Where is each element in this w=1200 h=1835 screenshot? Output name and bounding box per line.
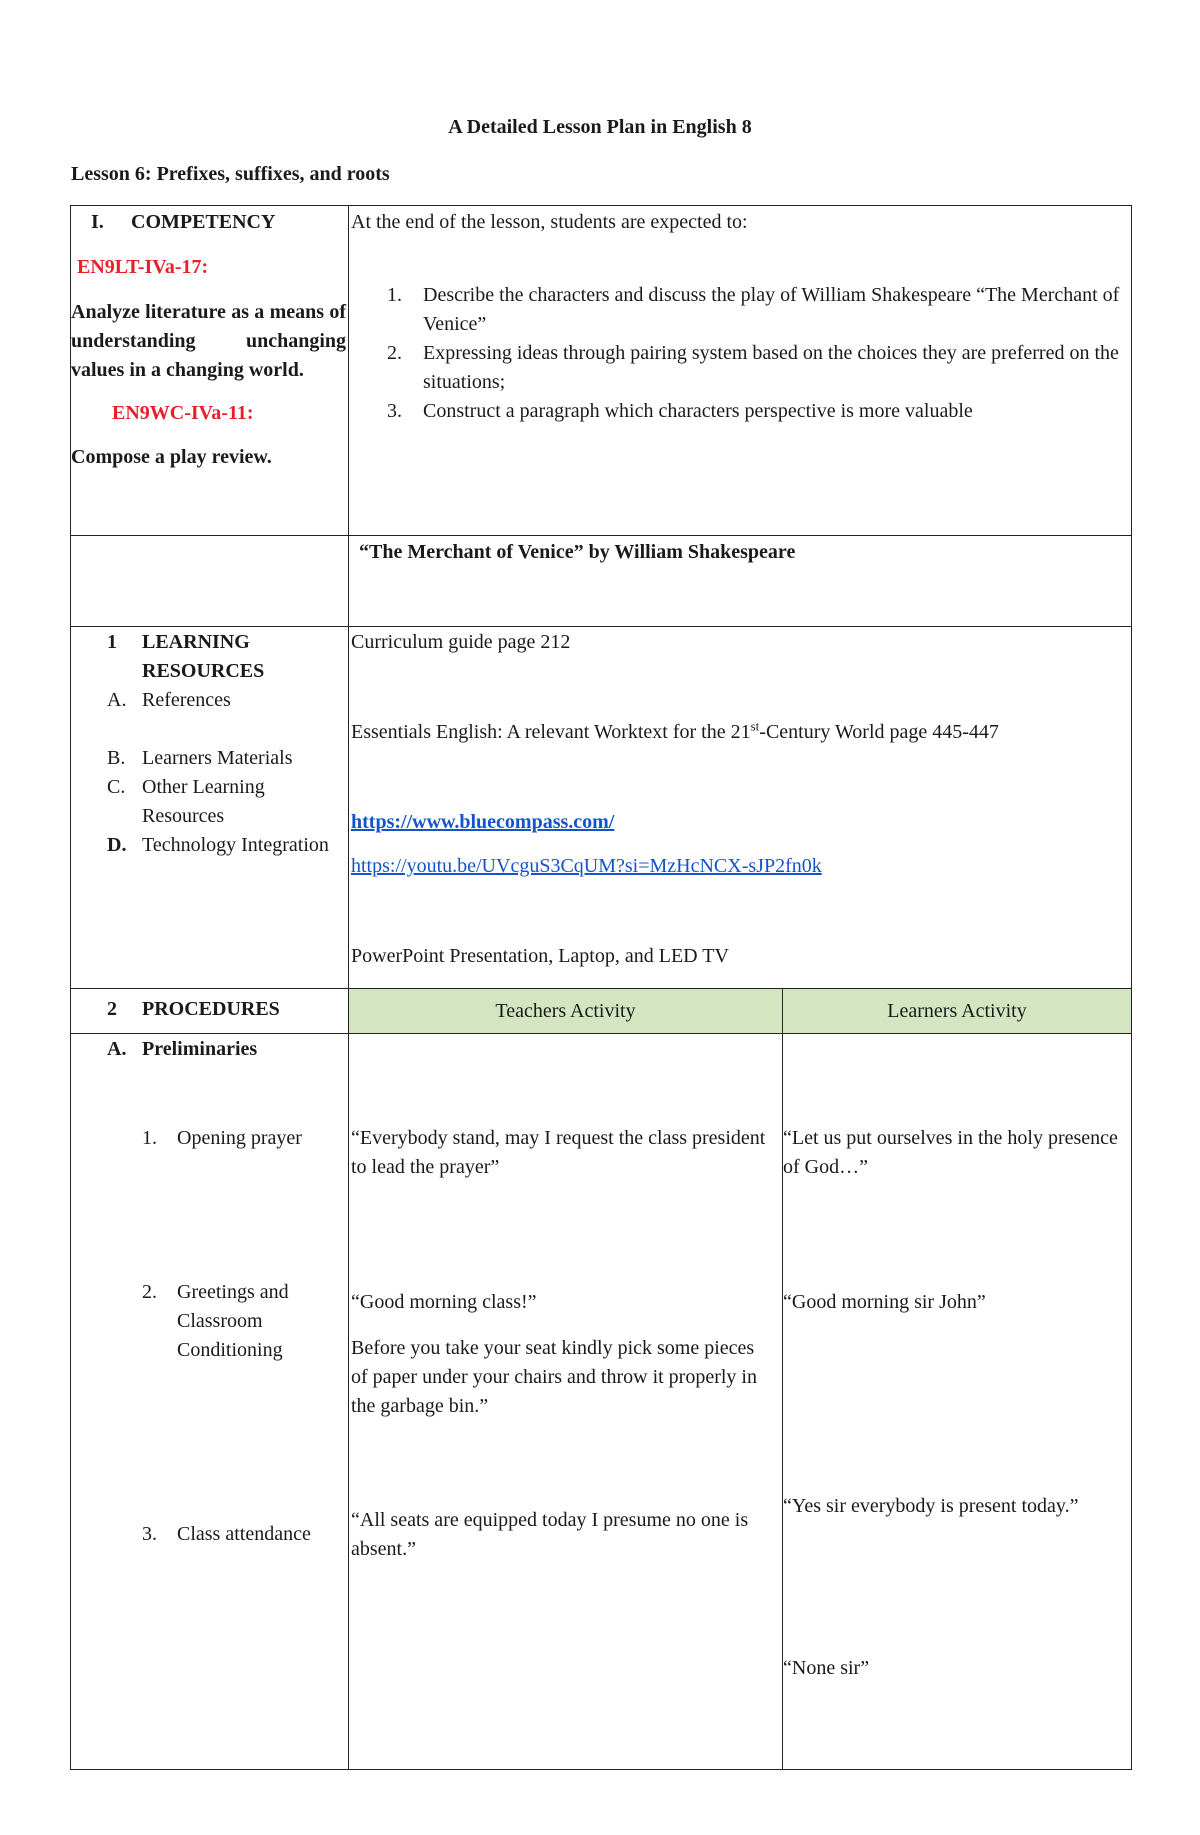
teacher-attendance-text: “All seats are equipped today I presume no one is absent.” bbox=[351, 1509, 749, 1560]
objectives-list bbox=[351, 281, 1127, 426]
objective-item: 1. Describe the characters and discuss the play of William Shakespeare “The Merchant of Venice” bbox=[387, 284, 1120, 335]
learners-activity-header: Learners Activity bbox=[783, 989, 1132, 1034]
resources-label-cell bbox=[71, 627, 349, 989]
topic-cell bbox=[349, 536, 1132, 627]
resources-item-learners-materials: B. Learners Materials bbox=[107, 747, 293, 769]
competency-code-2: EN9WC-IVa-11: bbox=[112, 402, 254, 424]
lesson-plan-table bbox=[70, 205, 1132, 1770]
procedures-header-row bbox=[71, 989, 1132, 1034]
document-title: A Detailed Lesson Plan in English 8 bbox=[448, 116, 752, 138]
preliminaries-label-cell bbox=[71, 1034, 349, 1770]
topic-title: “The Merchant of Venice” by William Shakespeare bbox=[359, 541, 796, 563]
step-class-attendance: 3. Class attendance bbox=[142, 1523, 311, 1545]
resources-row bbox=[71, 627, 1132, 989]
objective-item: 2. Expressing ideas through pairing system based on the choices they are preferred on the situations; bbox=[387, 342, 1119, 393]
learner-none-text: “None sir” bbox=[783, 1657, 870, 1679]
teacher-prayer-text: “Everybody stand, may I request the class president to lead the prayer” bbox=[351, 1127, 766, 1178]
objectives-intro: At the end of the lesson, students are expected to: bbox=[351, 211, 748, 233]
competency-cell bbox=[71, 206, 349, 536]
resources-item-other-learning: C. Other Learning Resources bbox=[107, 776, 265, 827]
competency-analyze-text: Analyze literature as a means of understanding unchanging values in a changing world. bbox=[71, 301, 346, 381]
resources-item-technology: D. Technology Integration bbox=[107, 834, 329, 856]
step-opening-prayer: 1. Opening prayer bbox=[142, 1127, 302, 1149]
resources-item-references: A. References bbox=[107, 689, 231, 711]
essentials-reference: Essentials English: A relevant Worktext for the 21st-Century World page 445-447 bbox=[351, 718, 999, 743]
preliminaries-heading: A. Preliminaries bbox=[107, 1038, 258, 1060]
objective-item: 3. Construct a paragraph which characters perspective is more valuable bbox=[387, 400, 973, 422]
topic-row bbox=[71, 536, 1132, 627]
competency-row bbox=[71, 206, 1132, 536]
learner-greeting-text: “Good morning sir John” bbox=[783, 1291, 986, 1313]
bluecompass-link[interactable]: https://www.bluecompass.com/ bbox=[351, 811, 615, 833]
resources-content-cell bbox=[349, 627, 1132, 989]
lesson-title: Lesson 6: Prefixes, suffixes, and roots bbox=[71, 163, 390, 185]
learner-attendance-text: “Yes sir everybody is present today.” bbox=[783, 1495, 1079, 1517]
teacher-greeting-text: “Good morning class!” bbox=[351, 1291, 537, 1313]
learner-prayer-text: “Let us put ourselves in the holy presence of God…” bbox=[783, 1127, 1118, 1178]
technology-text: PowerPoint Presentation, Laptop, and LED TV bbox=[351, 945, 729, 967]
teachers-activity-header: Teachers Activity bbox=[349, 989, 783, 1034]
procedures-heading-cell bbox=[71, 989, 349, 1034]
learners-activity-cell bbox=[783, 1034, 1132, 1770]
competency-heading: I. COMPETENCY bbox=[91, 211, 276, 233]
competency-compose-text: Compose a play review. bbox=[71, 446, 272, 468]
teacher-conditioning-text: Before you take your seat kindly pick some pieces of paper under your chairs and throw it properly in the garbage bin.” bbox=[351, 1337, 757, 1417]
curriculum-guide: Curriculum guide page 212 bbox=[351, 631, 571, 653]
teachers-activity-cell bbox=[349, 1034, 783, 1770]
preliminaries-row bbox=[71, 1034, 1132, 1770]
objectives-cell bbox=[349, 206, 1132, 536]
step-greetings: 2. Greetings and Classroom Conditioning bbox=[142, 1281, 289, 1361]
procedures-heading: 2 PROCEDURES bbox=[107, 998, 280, 1020]
topic-empty-cell bbox=[71, 536, 349, 627]
competency-code-1: EN9LT-IVa-17: bbox=[77, 256, 209, 278]
resources-heading: 1 LEARNING RESOURCES bbox=[107, 631, 265, 682]
youtube-link[interactable]: https://youtu.be/UVcguS3CqUM?si=MzHcNCX-sJP2fn0k bbox=[351, 855, 822, 877]
